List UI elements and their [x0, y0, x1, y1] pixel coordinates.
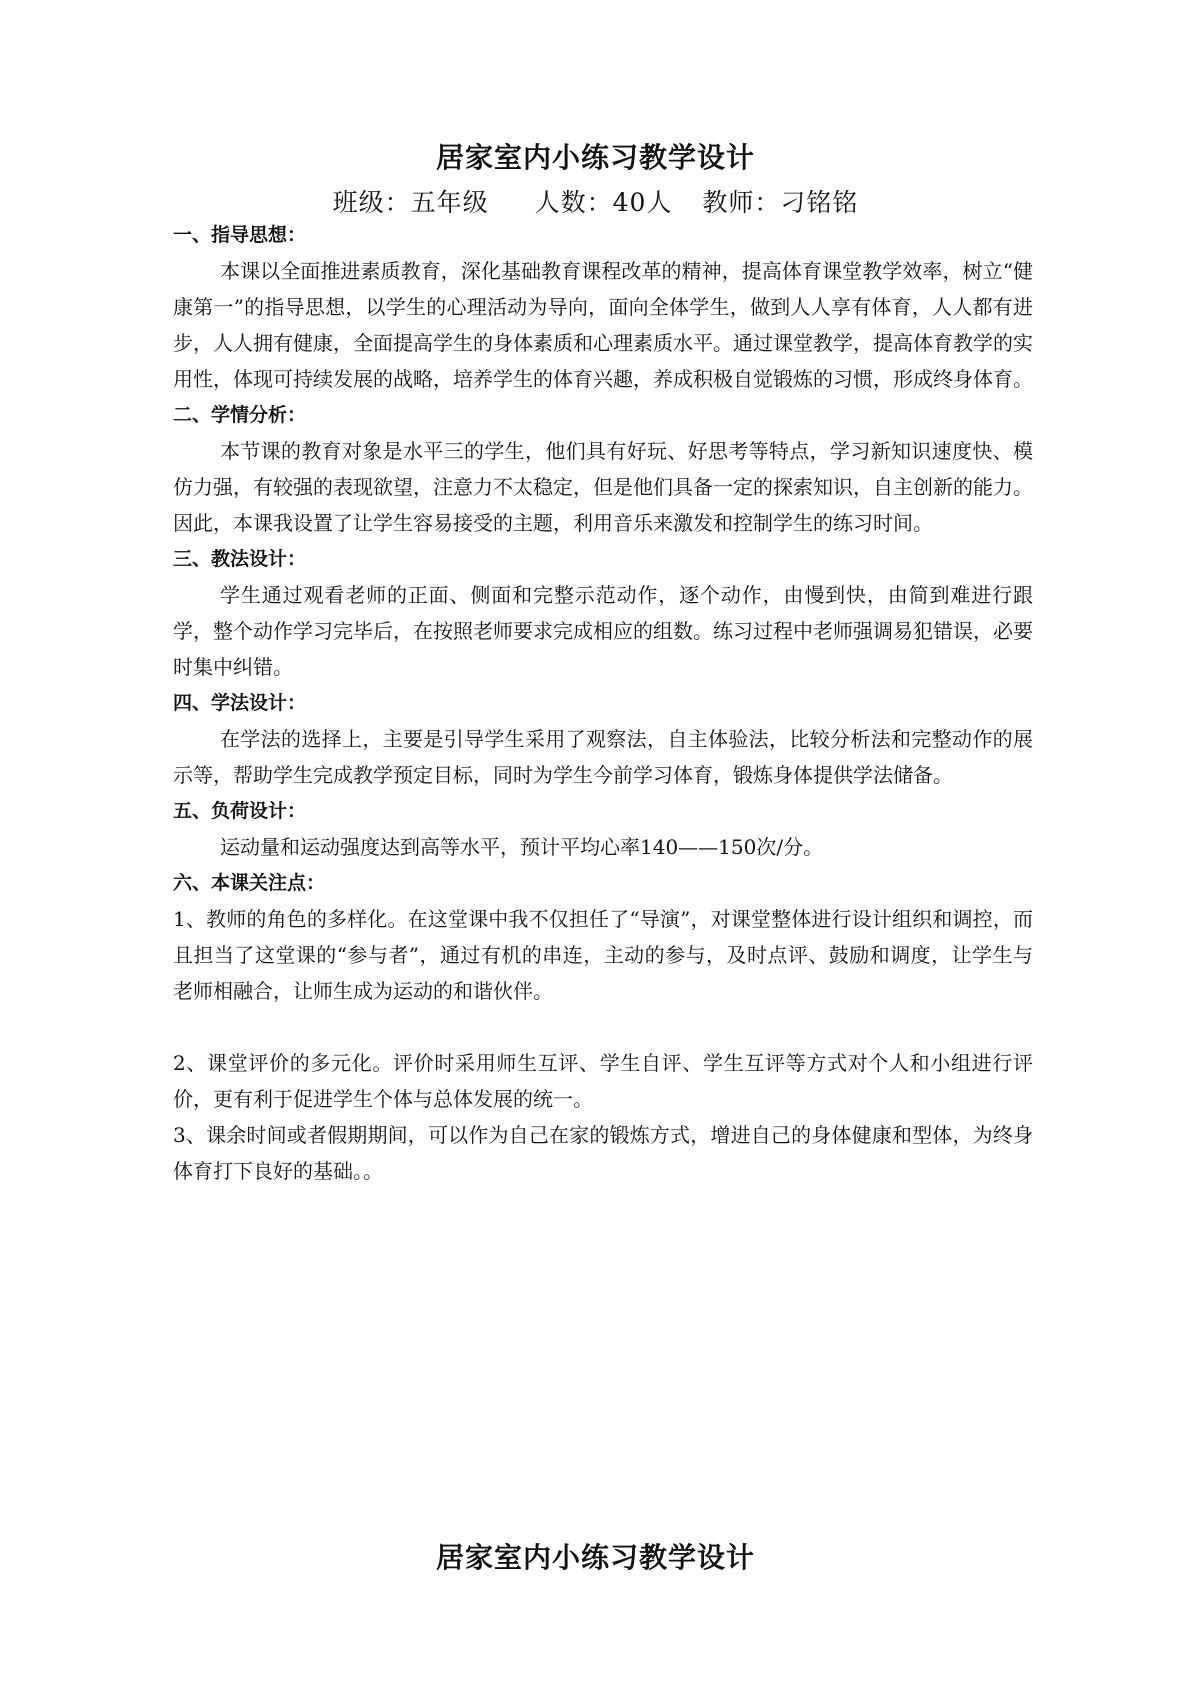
section-guiding-thought — [173, 217, 1033, 397]
section-paragraph: 本节课的教育对象是水平三的学生，他们具有好玩、好思考等特点，学习新知识速度快、模仿力强，有较强的表现欲望，注意力不太稳定，但是他们具备一定的探索知识，自主创新的能力。因此，本课我设置了让学生容易接受的主题，利用音乐来激发和控制学生的练习时间。 — [173, 439, 1033, 535]
class-info-line — [0, 183, 1191, 219]
section-heading: 四、学法设计： — [173, 692, 307, 714]
document-title: 居家室内小练习教学设计 — [435, 141, 755, 174]
section-paragraph: 本课以全面推进素质教育，深化基础教育课程改革的精神，提高体育课堂教学效率，树立“健康第一”的指导思想，以学生的心理活动为导向，面向全体学生，做到人人享有体育，人人都有进步，人人拥有健康，全面提高学生的身体素质和心理素质水平。通过课堂教学，提高体育教学的实用性，体现可持续发展的战略，培养学生的体育兴趣，养成积极自觉锻炼的习惯，形成终身体育。 — [173, 259, 1033, 391]
section-heading: 一、指导思想： — [173, 224, 307, 246]
blank-line — [173, 1009, 1033, 1045]
section-heading: 五、负荷设计： — [173, 800, 307, 822]
section-paragraph: 运动量和运动强度达到高等水平，预计平均心率140——150次/分。 — [220, 835, 824, 859]
section-load-design — [173, 793, 1033, 865]
class-label: 班级：五年级 — [332, 188, 489, 217]
section-learning-method — [173, 685, 1033, 793]
section-focus-points — [173, 865, 1033, 1189]
teacher-label: 教师：刁铭铭 — [702, 188, 859, 217]
section-paragraph: 在学法的选择上，主要是引导学生采用了观察法，自主体验法，比较分析法和完整动作的展示等，帮助学生完成教学预定目标，同时为学生今前学习体育，锻炼身体提供学法储备。 — [173, 727, 1033, 787]
section-heading: 六、本课关注点： — [173, 872, 326, 894]
next-page-title: 居家室内小练习教学设计 — [435, 1541, 755, 1574]
focus-point-item: 2、课堂评价的多元化。评价时采用师生互评、学生自评、学生互评等方式对个人和小组进行评价，更有利于促进学生个体与总体发展的统一。 — [173, 1051, 1033, 1111]
section-heading: 三、教法设计： — [173, 548, 307, 570]
section-paragraph: 学生通过观看老师的正面、侧面和完整示范动作，逐个动作，由慢到快，由简到难进行跟学，整个动作学习完毕后，在按照老师要求完成相应的组数。练习过程中老师强调易犯错误，必要时集中纠错。 — [173, 583, 1033, 679]
section-heading: 二、学情分析： — [173, 404, 307, 426]
focus-point-item: 1、教师的角色的多样化。在这堂课中我不仅担任了“导演”，对课堂整体进行设计组织和调控，而且担当了这堂课的“参与者”，通过有机的串连，主动的参与，及时点评、鼓励和调度，让学生与老师相融合，让师生成为运动的和谐伙伴。 — [173, 907, 1033, 1003]
section-teaching-method — [173, 541, 1033, 685]
section-student-analysis — [173, 397, 1033, 541]
student-count-label: 人数：40人 — [534, 188, 673, 217]
document-body — [173, 217, 1033, 1189]
focus-point-item: 3、课余时间或者假期期间，可以作为自己在家的锻炼方式，增进自己的身体健康和型体，为终身体育打下良好的基础。。 — [173, 1123, 1033, 1183]
